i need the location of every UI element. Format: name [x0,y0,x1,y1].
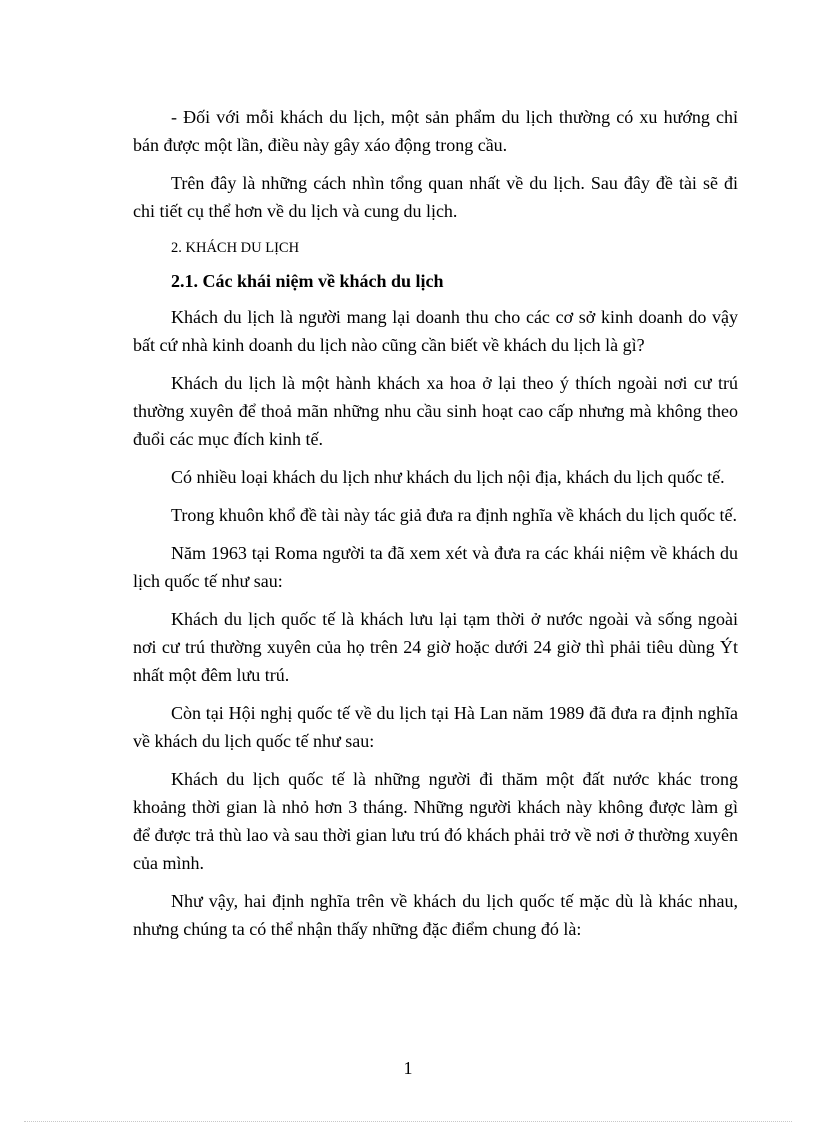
paragraph-body-4: Trong khuôn khổ đề tài này tác giả đưa ra định nghĩa về khách du lịch quốc tế. [171,505,737,525]
paragraph-body-1: Khách du lịch là người mang lại doanh thu cho các cơ sở kinh doanh do vậy bất cứ nhà kinh doanh du lịch nào cũng cần biết về khách du lịch là gì? [133,307,738,355]
paragraph-body-7: Còn tại Hội nghị quốc tế về du lịch tại Hà Lan năm 1989 đã đưa ra định nghĩa về khách du lịch quốc tế như sau: [133,703,738,751]
document-body [133,103,738,953]
page-bottom-divider [24,1121,792,1122]
paragraph-intro-1: - Đối với mỗi khách du lịch, một sản phẩm du lịch thường có xu hướng chỉ bán được một lần, điều này gây xáo động trong cầu. [133,107,738,155]
subsection-heading: 2.1. Các khái niệm về khách du lịch [171,271,444,291]
paragraph-body-3: Có nhiều loại khách du lịch như khách du lịch nội địa, khách du lịch quốc tế. [171,467,725,487]
section-heading: 2. KHÁCH DU LỊCH [171,240,300,256]
page-number: 1 [403,1058,413,1078]
paragraph-intro-2: Trên đây là những cách nhìn tổng quan nhất về du lịch. Sau đây đề tài sẽ đi chi tiết cụ thể hơn về du lịch và cung du lịch. [133,173,738,221]
paragraph-body-5: Năm 1963 tại Roma người ta đã xem xét và đưa ra các khái niệm về khách du lịch quốc tế như sau: [133,543,738,591]
paragraph-body-6: Khách du lịch quốc tế là khách lưu lại tạm thời ở nước ngoài và sống ngoài nơi cư trú thường xuyên của họ trên 24 giờ hoặc dưới 24 giờ thì phải tiêu dùng Ýt nhất một đêm lưu trú. [133,609,738,685]
paragraph-body-2: Khách du lịch là một hành khách xa hoa ở lại theo ý thích ngoài nơi cư trú thường xuyên để thoả mãn những nhu cầu sinh hoạt cao cấp nhưng mà không theo đuổi các mục đích kinh tế. [133,373,738,449]
paragraph-body-9: Như vậy, hai định nghĩa trên về khách du lịch quốc tế mặc dù là khác nhau, nhưng chúng ta có thể nhận thấy những đặc điểm chung đó là: [133,891,738,939]
paragraph-body-8: Khách du lịch quốc tế là những người đi thăm một đất nước khác trong khoảng thời gian là nhỏ hơn 3 tháng. Những người khách này không được làm gì để được trả thù lao và sau thời gian lưu trú đó khách phải trở về nơi ở thường xuyên của mình. [133,769,738,873]
